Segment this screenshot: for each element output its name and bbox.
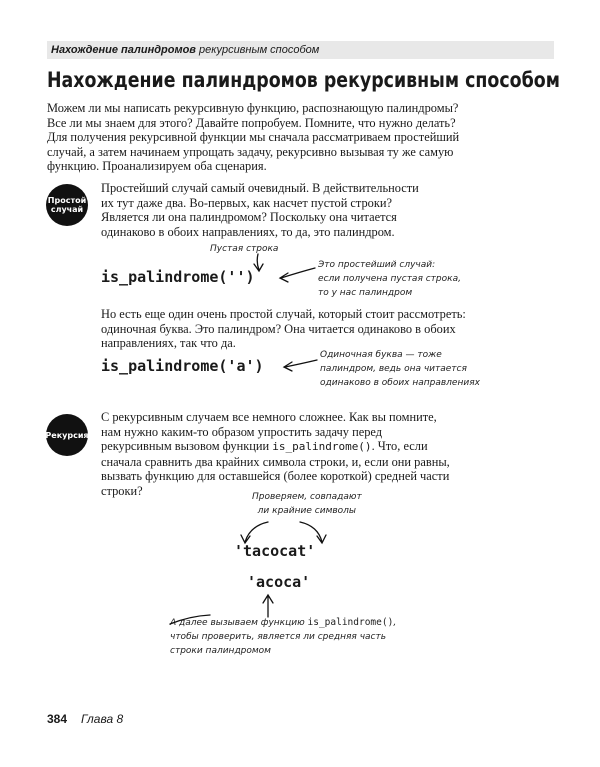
page-footer xyxy=(47,712,123,726)
single-letter-paragraph: Но есть еще один очень простой случай, который стоит рассмотреть: одиночная буква. Это палиндром? Она читается одинаково в обоих направлениях, так что да. xyxy=(101,307,466,351)
code-single-letter: is_palindrome('a') xyxy=(101,357,264,375)
page-title: Нахождение палиндромов рекурсивным способом xyxy=(47,68,560,92)
call-note-line3: строки палиндромом xyxy=(170,646,271,656)
arrow-call-tail xyxy=(170,615,210,624)
simple-badge-line1: Простой xyxy=(47,196,87,205)
single-note-line: Одиночная буква — тоже xyxy=(320,350,442,360)
arrow-base-case xyxy=(280,268,315,282)
base-note-line: то у нас палиндром xyxy=(318,288,413,298)
rec-inline-code: is_palindrome() xyxy=(272,440,372,454)
single-note-line: палиндром, ведь она читается xyxy=(320,364,467,374)
acoca-string: 'acoca' xyxy=(247,573,311,591)
compare-note-line: Проверяем, совпадают xyxy=(252,492,362,502)
simple-badge-line2: случай xyxy=(50,205,84,214)
call-note-line2: чтобы проверить, является ли средняя часть xyxy=(170,632,387,642)
call-note-before: А далее вызываем функцию xyxy=(170,618,308,628)
running-head-bold: Нахождение палиндромов xyxy=(51,44,196,56)
arrow-compare-right xyxy=(300,522,326,543)
intro-paragraph: Можем ли мы написать рекурсивную функцию, распознающую палиндромы? Все ли мы знаем для этого? Давайте попробуем. Помните, что нужно делать? Для получения рекурсивной функции мы сначала рассматриваем простейший случай, а затем начинаем упрощать задачу, рекурсивно вызывая ту же самую функцию. Проанализируем оба сценария. xyxy=(47,101,460,174)
base-note-line: если получена пустая строка, xyxy=(318,274,461,284)
arrow-compare-left xyxy=(241,522,268,543)
empty-string-note: Пустая строка xyxy=(210,244,279,254)
arrow-recursive-call xyxy=(263,595,273,617)
compare-note-line: ли крайние символы xyxy=(257,506,357,516)
rec-text-after: . Что, если сначала сравнить два крайних символа строки, и, если они равны, вызвать функцию для оставшейся (более короткой) средней части строки? xyxy=(101,439,450,498)
code-empty-string: is_palindrome('') xyxy=(101,268,255,286)
tacocat-string: 'tacocat' xyxy=(234,542,316,560)
chapter-label: Глава 8 xyxy=(81,712,124,726)
call-note-code: is_palindrome() xyxy=(307,617,394,628)
running-head-rest: рекурсивным способом xyxy=(199,44,320,56)
simple-case-paragraph: Простейший случай самый очевидный. В действительности их тут даже два. Во-первых, как насчет пустой строки? Является ли она палиндромом? Поскольку она читается одинаково в обоих направлениях, то да, это палиндром. xyxy=(101,181,419,239)
single-note-line: одинаково в обоих направлениях xyxy=(320,378,480,388)
call-note-after: , xyxy=(393,618,397,628)
rec-text-before: С рекурсивным случаем все немного сложнее. Как вы помните, нам нужно каким-то образом упростить задачу перед рекурсивным вызовом функции xyxy=(101,410,437,454)
base-note-line: Это простейший случай: xyxy=(318,260,436,270)
page-number: 384 xyxy=(47,712,68,726)
arrow-single-letter xyxy=(284,360,317,371)
recursion-badge: Рекурсия xyxy=(46,414,88,456)
arrow-empty-string xyxy=(254,254,263,271)
